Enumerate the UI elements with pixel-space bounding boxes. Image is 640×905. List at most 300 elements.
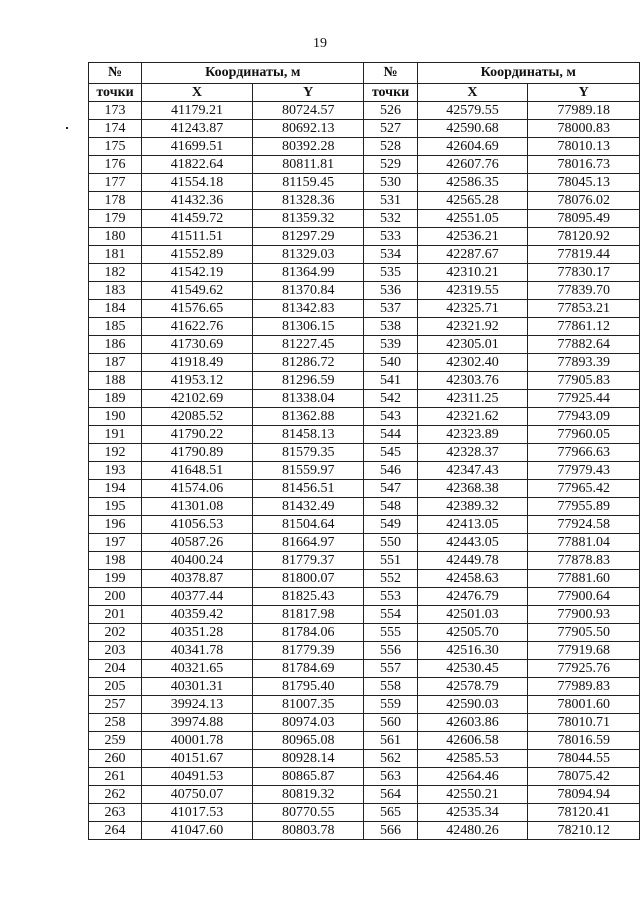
point-number-cell: 561 [364,732,417,750]
y-coordinate-cell: 78016.59 [528,732,640,750]
table-row [89,372,640,390]
x-coordinate-cell: 42586.35 [417,174,528,192]
y-coordinate-cell: 81784.69 [252,660,364,678]
y-coordinate-cell: 78076.02 [528,192,640,210]
point-number-cell: 257 [89,696,142,714]
y-coordinate-cell: 78044.55 [528,750,640,768]
point-number-cell: 192 [89,444,142,462]
point-number-cell: 535 [364,264,417,282]
y-coordinate-cell: 80965.08 [252,732,364,750]
x-coordinate-cell: 40341.78 [142,642,253,660]
y-coordinate-cell: 81328.36 [252,192,364,210]
point-number-cell: 185 [89,318,142,336]
y-coordinate-cell: 81227.45 [252,336,364,354]
page-number: 19 [313,36,327,51]
point-number-cell: 564 [364,786,417,804]
y-column-header: Y [528,84,640,102]
point-number-cell: 560 [364,714,417,732]
y-coordinate-cell: 77830.17 [528,264,640,282]
x-coordinate-cell: 42321.92 [417,318,528,336]
y-coordinate-cell: 78001.60 [528,696,640,714]
x-coordinate-cell: 41576.65 [142,300,253,318]
table-row [89,156,640,174]
point-number-cell: 554 [364,606,417,624]
point-number-cell: 527 [364,120,417,138]
point-number-cell: 178 [89,192,142,210]
table-row [89,786,640,804]
point-number-cell: 195 [89,498,142,516]
point-number-cell: 557 [364,660,417,678]
point-number-cell: 188 [89,372,142,390]
table-row [89,318,640,336]
point-number-cell: 196 [89,516,142,534]
table-row [89,570,640,588]
y-coordinate-cell: 77925.44 [528,390,640,408]
x-coordinate-cell: 41243.87 [142,120,253,138]
point-number-cell: 534 [364,246,417,264]
y-coordinate-cell: 78045.13 [528,174,640,192]
y-coordinate-cell: 77924.58 [528,516,640,534]
y-coordinate-cell: 81432.49 [252,498,364,516]
x-coordinate-cell: 42328.37 [417,444,528,462]
table-row [89,534,640,552]
x-coordinate-cell: 42305.01 [417,336,528,354]
coordinates-header: Координаты, м [417,63,639,84]
point-number-cell: 204 [89,660,142,678]
y-coordinate-cell: 78016.73 [528,156,640,174]
x-coordinate-cell: 42311.25 [417,390,528,408]
y-coordinate-cell: 80928.14 [252,750,364,768]
x-coordinate-cell: 42321.62 [417,408,528,426]
x-coordinate-cell: 42535.34 [417,804,528,822]
point-number-cell: 259 [89,732,142,750]
x-coordinate-cell: 42604.69 [417,138,528,156]
x-coordinate-cell: 41648.51 [142,462,253,480]
x-coordinate-cell: 42449.78 [417,552,528,570]
x-coordinate-cell: 42579.55 [417,102,528,120]
x-coordinate-cell: 40377.44 [142,588,253,606]
x-coordinate-cell: 41549.62 [142,282,253,300]
x-coordinate-cell: 42413.05 [417,516,528,534]
point-number-cell: 179 [89,210,142,228]
point-number-cell: 199 [89,570,142,588]
point-number-cell: 526 [364,102,417,120]
y-coordinate-cell: 81296.59 [252,372,364,390]
x-coordinate-cell: 42458.63 [417,570,528,588]
point-number-cell: 548 [364,498,417,516]
point-number-cell: 539 [364,336,417,354]
y-coordinate-cell: 80811.81 [252,156,364,174]
x-coordinate-cell: 42347.43 [417,462,528,480]
point-number-cell: 175 [89,138,142,156]
point-number-cell: 553 [364,588,417,606]
y-coordinate-cell: 80724.57 [252,102,364,120]
table-row [89,174,640,192]
point-number-cell: 174 [89,120,142,138]
x-coordinate-cell: 41622.76 [142,318,253,336]
y-coordinate-cell: 81795.40 [252,678,364,696]
y-coordinate-cell: 80819.32 [252,786,364,804]
x-coordinate-cell: 42530.45 [417,660,528,678]
y-coordinate-cell: 81329.03 [252,246,364,264]
table-row [89,444,640,462]
point-number-cell: 200 [89,588,142,606]
x-coordinate-cell: 41822.64 [142,156,253,174]
point-number-cell: 181 [89,246,142,264]
point-number-cell: 184 [89,300,142,318]
y-coordinate-cell: 81342.83 [252,300,364,318]
table-row [89,300,640,318]
y-coordinate-cell: 81364.99 [252,264,364,282]
point-number-cell: 550 [364,534,417,552]
x-coordinate-cell: 42585.53 [417,750,528,768]
x-coordinate-cell: 40351.28 [142,624,253,642]
y-coordinate-cell: 81779.39 [252,642,364,660]
y-coordinate-cell: 78010.13 [528,138,640,156]
x-coordinate-cell: 41730.69 [142,336,253,354]
table-row [89,228,640,246]
x-coordinate-cell: 42501.03 [417,606,528,624]
x-column-header: X [142,84,253,102]
y-coordinate-cell: 81559.97 [252,462,364,480]
point-number-cell: 536 [364,282,417,300]
point-number-cell: 562 [364,750,417,768]
y-coordinate-cell: 81825.43 [252,588,364,606]
point-number-cell: 532 [364,210,417,228]
point-number-cell: 258 [89,714,142,732]
y-coordinate-cell: 77839.70 [528,282,640,300]
table-row [89,678,640,696]
y-coordinate-cell: 81664.97 [252,534,364,552]
point-number-cell: 555 [364,624,417,642]
point-number-cell: 189 [89,390,142,408]
table-row [89,390,640,408]
x-coordinate-cell: 40151.67 [142,750,253,768]
table-row [89,606,640,624]
x-coordinate-cell: 42590.68 [417,120,528,138]
point-number-cell: 563 [364,768,417,786]
y-coordinate-cell: 81784.06 [252,624,364,642]
x-coordinate-cell: 42102.69 [142,390,253,408]
table-row [89,768,640,786]
table-row [89,588,640,606]
point-number-cell: 556 [364,642,417,660]
point-number-cell: 262 [89,786,142,804]
y-coordinate-cell: 80803.78 [252,822,364,840]
y-coordinate-cell: 77861.12 [528,318,640,336]
y-coordinate-cell: 81159.45 [252,174,364,192]
y-coordinate-cell: 78094.94 [528,786,640,804]
x-coordinate-cell: 41179.21 [142,102,253,120]
y-coordinate-cell: 78075.42 [528,768,640,786]
point-number-cell: 531 [364,192,417,210]
x-coordinate-cell: 42325.71 [417,300,528,318]
table-row [89,462,640,480]
point-number-cell: 261 [89,768,142,786]
x-coordinate-cell: 42516.30 [417,642,528,660]
point-number-header: № [364,63,417,84]
x-coordinate-cell: 41953.12 [142,372,253,390]
point-number-cell: 538 [364,318,417,336]
y-coordinate-cell: 81286.72 [252,354,364,372]
point-number-cell: 541 [364,372,417,390]
x-coordinate-cell: 41790.22 [142,426,253,444]
table-row [89,336,640,354]
x-coordinate-cell: 40359.42 [142,606,253,624]
y-coordinate-cell: 81007.35 [252,696,364,714]
x-column-header: X [417,84,528,102]
x-coordinate-cell: 42303.76 [417,372,528,390]
y-coordinate-cell: 77900.64 [528,588,640,606]
x-coordinate-cell: 42606.58 [417,732,528,750]
point-number-cell: 544 [364,426,417,444]
x-coordinate-cell: 42607.76 [417,156,528,174]
x-coordinate-cell: 42287.67 [417,246,528,264]
point-number-cell: 537 [364,300,417,318]
x-coordinate-cell: 41554.18 [142,174,253,192]
point-number-cell: 198 [89,552,142,570]
point-number-cell: 205 [89,678,142,696]
table-row [89,498,640,516]
y-coordinate-cell: 77925.76 [528,660,640,678]
y-coordinate-cell: 77955.89 [528,498,640,516]
x-coordinate-cell: 41511.51 [142,228,253,246]
x-coordinate-cell: 41432.36 [142,192,253,210]
x-coordinate-cell: 42550.21 [417,786,528,804]
x-coordinate-cell: 42389.32 [417,498,528,516]
y-coordinate-cell: 77966.63 [528,444,640,462]
y-coordinate-cell: 77819.44 [528,246,640,264]
y-coordinate-cell: 77882.64 [528,336,640,354]
y-coordinate-cell: 77960.05 [528,426,640,444]
y-coordinate-cell: 81817.98 [252,606,364,624]
y-coordinate-cell: 78120.92 [528,228,640,246]
x-coordinate-cell: 41790.89 [142,444,253,462]
y-coordinate-cell: 77881.60 [528,570,640,588]
table-row [89,138,640,156]
table-row [89,732,640,750]
table-row [89,822,640,840]
table-row [89,354,640,372]
x-coordinate-cell: 42536.21 [417,228,528,246]
point-number-cell: 180 [89,228,142,246]
x-coordinate-cell: 39974.88 [142,714,253,732]
x-coordinate-cell: 41574.06 [142,480,253,498]
y-coordinate-cell: 80865.87 [252,768,364,786]
y-coordinate-cell: 81779.37 [252,552,364,570]
y-coordinate-cell: 80692.13 [252,120,364,138]
y-coordinate-cell: 80974.03 [252,714,364,732]
table-row [89,480,640,498]
point-number-cell: 552 [364,570,417,588]
table-row [89,696,640,714]
point-number-cell: 263 [89,804,142,822]
point-number-cell: 558 [364,678,417,696]
point-number-cell: 543 [364,408,417,426]
x-coordinate-cell: 42564.46 [417,768,528,786]
table-row [89,552,640,570]
point-number-cell: 551 [364,552,417,570]
x-coordinate-cell: 40750.07 [142,786,253,804]
x-coordinate-cell: 41699.51 [142,138,253,156]
table-row [89,660,640,678]
point-number-cell: 565 [364,804,417,822]
x-coordinate-cell: 40001.78 [142,732,253,750]
x-coordinate-cell: 41017.53 [142,804,253,822]
table-row [89,516,640,534]
y-coordinate-cell: 77881.04 [528,534,640,552]
point-number-cell: 191 [89,426,142,444]
table-row [89,408,640,426]
y-coordinate-cell: 77965.42 [528,480,640,498]
y-coordinate-cell: 81370.84 [252,282,364,300]
y-coordinate-cell: 81456.51 [252,480,364,498]
x-coordinate-cell: 42302.40 [417,354,528,372]
point-number-cell: 549 [364,516,417,534]
table-row [89,102,640,120]
x-coordinate-cell: 40491.53 [142,768,253,786]
y-coordinate-cell: 78120.41 [528,804,640,822]
point-number-cell: 530 [364,174,417,192]
x-coordinate-cell: 40378.87 [142,570,253,588]
point-number-cell: 559 [364,696,417,714]
point-number-cell: 546 [364,462,417,480]
y-coordinate-cell: 77853.21 [528,300,640,318]
point-number-cell: 190 [89,408,142,426]
point-number-cell: 203 [89,642,142,660]
table-row [89,804,640,822]
point-number-cell: 529 [364,156,417,174]
y-coordinate-cell: 80770.55 [252,804,364,822]
x-coordinate-cell: 42319.55 [417,282,528,300]
x-coordinate-cell: 39924.13 [142,696,253,714]
table-row [89,192,640,210]
table-row [89,426,640,444]
x-coordinate-cell: 41301.08 [142,498,253,516]
y-coordinate-cell: 77979.43 [528,462,640,480]
coordinates-table [88,62,640,840]
y-coordinate-cell: 77989.83 [528,678,640,696]
x-coordinate-cell: 42480.26 [417,822,528,840]
x-coordinate-cell: 42578.79 [417,678,528,696]
y-coordinate-cell: 81359.32 [252,210,364,228]
y-coordinate-cell: 77905.83 [528,372,640,390]
point-number-cell: 173 [89,102,142,120]
y-coordinate-cell: 77943.09 [528,408,640,426]
x-coordinate-cell: 42085.52 [142,408,253,426]
y-coordinate-cell: 77900.93 [528,606,640,624]
x-coordinate-cell: 41459.72 [142,210,253,228]
x-coordinate-cell: 41552.89 [142,246,253,264]
y-coordinate-cell: 81504.64 [252,516,364,534]
x-coordinate-cell: 42590.03 [417,696,528,714]
table-body [89,102,640,840]
point-number-cell: 533 [364,228,417,246]
table-row [89,714,640,732]
point-number-cell: 202 [89,624,142,642]
y-column-header: Y [252,84,364,102]
table-row [89,210,640,228]
x-coordinate-cell: 40587.26 [142,534,253,552]
x-coordinate-cell: 41056.53 [142,516,253,534]
point-number-cell: 182 [89,264,142,282]
y-coordinate-cell: 78010.71 [528,714,640,732]
point-number-cell: 547 [364,480,417,498]
y-coordinate-cell: 78000.83 [528,120,640,138]
table-row [89,642,640,660]
x-coordinate-cell: 42443.05 [417,534,528,552]
x-coordinate-cell: 42310.21 [417,264,528,282]
x-coordinate-cell: 42505.70 [417,624,528,642]
y-coordinate-cell: 77893.39 [528,354,640,372]
x-coordinate-cell: 41918.49 [142,354,253,372]
point-label-header: точки [364,84,417,102]
point-number-cell: 176 [89,156,142,174]
table-row [89,624,640,642]
point-number-cell: 540 [364,354,417,372]
y-coordinate-cell: 81306.15 [252,318,364,336]
point-number-cell: 187 [89,354,142,372]
point-number-cell: 177 [89,174,142,192]
point-number-cell: 197 [89,534,142,552]
point-number-cell: 566 [364,822,417,840]
x-coordinate-cell: 41542.19 [142,264,253,282]
point-number-header: № [89,63,142,84]
y-coordinate-cell: 77878.83 [528,552,640,570]
x-coordinate-cell: 42368.38 [417,480,528,498]
y-coordinate-cell: 81297.29 [252,228,364,246]
scan-mark [66,127,68,129]
x-coordinate-cell: 42476.79 [417,588,528,606]
x-coordinate-cell: 42603.86 [417,714,528,732]
table-row [89,750,640,768]
coordinates-header: Координаты, м [142,63,364,84]
point-number-cell: 183 [89,282,142,300]
y-coordinate-cell: 78095.49 [528,210,640,228]
x-coordinate-cell: 41047.60 [142,822,253,840]
y-coordinate-cell: 80392.28 [252,138,364,156]
point-number-cell: 194 [89,480,142,498]
point-number-cell: 260 [89,750,142,768]
y-coordinate-cell: 77919.68 [528,642,640,660]
table-row [89,264,640,282]
point-number-cell: 186 [89,336,142,354]
point-number-cell: 193 [89,462,142,480]
point-number-cell: 542 [364,390,417,408]
y-coordinate-cell: 81458.13 [252,426,364,444]
x-coordinate-cell: 40400.24 [142,552,253,570]
y-coordinate-cell: 77905.50 [528,624,640,642]
y-coordinate-cell: 78210.12 [528,822,640,840]
y-coordinate-cell: 81579.35 [252,444,364,462]
x-coordinate-cell: 42565.28 [417,192,528,210]
point-number-cell: 528 [364,138,417,156]
x-coordinate-cell: 40301.31 [142,678,253,696]
x-coordinate-cell: 42551.05 [417,210,528,228]
y-coordinate-cell: 77989.18 [528,102,640,120]
table-row [89,120,640,138]
table-header [89,63,640,102]
table-row [89,282,640,300]
x-coordinate-cell: 40321.65 [142,660,253,678]
point-number-cell: 545 [364,444,417,462]
point-label-header: точки [89,84,142,102]
x-coordinate-cell: 42323.89 [417,426,528,444]
y-coordinate-cell: 81362.88 [252,408,364,426]
point-number-cell: 264 [89,822,142,840]
point-number-cell: 201 [89,606,142,624]
table-row [89,246,640,264]
